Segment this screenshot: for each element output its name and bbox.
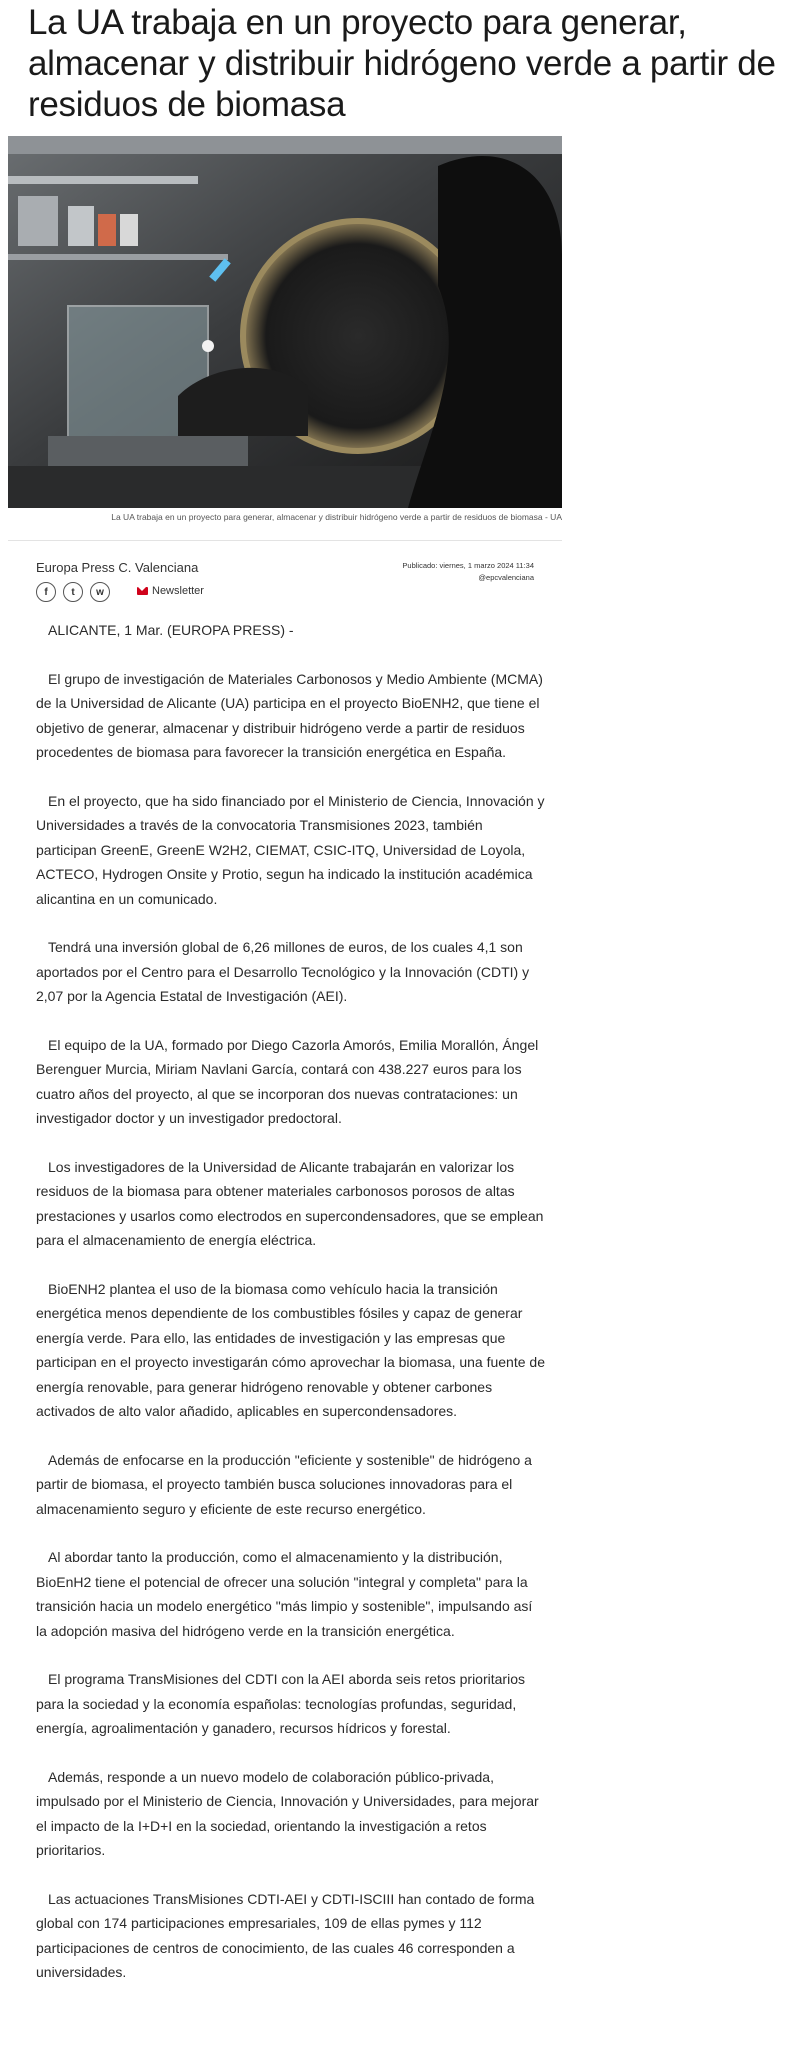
- newsletter-link[interactable]: [137, 585, 204, 597]
- publication-info: [330, 560, 534, 584]
- paragraph: BioENH2 plantea el uso de la biomasa como vehículo hacia la transición energética menos dependiente de los combustibles fósiles y capaz de generar energía verde. Para ello, las entidades de investigación y las empresas que participan en el proyecto investigarán cómo aprovechar la biomasa, una fuente de energía renovable, para generar hidrógeno renovable y obtener carbones activados de alto valor añadido, aplicables en supercondensadores.: [36, 1280, 545, 1419]
- twitter-icon[interactable]: t: [63, 582, 83, 602]
- paragraph: El grupo de investigación de Materiales Carbonosos y Medio Ambiente (MCMA) de la Universidad de Alicante (UA) participa en el proyecto BioENH2, que tiene el objetivo de generar, almacenar y distribuir hidrógeno verde a partir de residuos procedentes de biomasa para favorecer la transición energética en España.: [36, 670, 543, 760]
- paragraph: Tendrá una inversión global de 6,26 millones de euros, de los cuales 4,1 son aportados por el Centro para el Desarrollo Tecnológico y la Innovación (CDTI) y 2,07 por la Agencia Estatal de Investigación (AEI).: [36, 939, 530, 1004]
- paragraph: En el proyecto, que ha sido financiado por el Ministerio de Ciencia, Innovación y Universidades a través de la convocatoria Transmisiones 2023, también participan GreenE, GreenE W2H2, CIEMAT, CSIC-ITQ, Universidad de Loyola, ACTECO, Hydrogen Onsite y Protio, segun ha indicado la institución académica alicantina en un comunicado.: [36, 792, 545, 907]
- newsletter-label: Newsletter: [152, 585, 204, 597]
- paragraph: Al abordar tanto la producción, como el almacenamiento y la distribución, BioEnH2 tiene el potencial de ofrecer una solución "integral y completa" para la transición hacia un modelo energético "más limpio y sostenible", impulsando así la adopción masiva del hidrógeno verde en la transición energética.: [36, 1549, 533, 1639]
- article-title: La UA trabaja en un proyecto para generar, almacenar y distribuir hidrógeno verde a partir de residuos de biomasa: [28, 3, 776, 124]
- paragraph: Los investigadores de la Universidad de Alicante trabajarán en valorizar los residuos de la biomasa para obtener materiales carbonosos porosos de altas prestaciones y usarlos como electrodos en supercondensadores, que se emplean para el almacenamiento de energía eléctrica.: [36, 1158, 544, 1248]
- facebook-icon[interactable]: f: [36, 582, 56, 602]
- paragraph: Las actuaciones TransMisiones CDTI-AEI y CDTI-ISCIII han contado de forma global con 174 participaciones empresariales, 109 de ellas pymes y 112 participaciones de centros de conocimiento, de las cuales 46 corresponden a universidades.: [36, 1890, 535, 1980]
- publication-date: Publicado: viernes, 1 marzo 2024 11:34: [402, 561, 534, 570]
- paragraph: Además, responde a un nuevo modelo de colaboración público-privada, impulsado por el Ministerio de Ciencia, Innovación y Universidades, para mejorar el impacto de la I+D+I en la sociedad, orientando la investigación a retos prioritarios.: [36, 1768, 539, 1858]
- article-author: Europa Press C. Valenciana: [36, 560, 199, 575]
- paragraph: Además de enfocarse en la producción "eficiente y sostenible" de hidrógeno a partir de biomasa, el proyecto también busca soluciones innovadoras para el almacenamiento seguro y eficiente de este recurso energético.: [36, 1451, 532, 1517]
- social-share-bar: [36, 582, 110, 602]
- image-caption: La UA trabaja en un proyecto para generar, almacenar y distribuir hidrógeno verde a partir de residuos de biomasa - UA: [111, 512, 562, 522]
- article-photo: [8, 136, 562, 508]
- divider: [8, 540, 562, 541]
- paragraph: El programa TransMisiones del CDTI con la AEI aborda seis retos prioritarios para la sociedad y la economía españolas: tecnologías profundas, seguridad, energía, agroalimentación y ganadero, recursos hídricos y forestal.: [36, 1671, 525, 1736]
- article-body: [36, 618, 546, 2009]
- twitter-handle[interactable]: @epcvalenciana: [478, 573, 534, 582]
- dateline: ALICANTE, 1 Mar. (EUROPA PRESS) -: [48, 622, 294, 638]
- whatsapp-icon[interactable]: w: [90, 582, 110, 602]
- mail-icon: [137, 587, 148, 595]
- paragraph: El equipo de la UA, formado por Diego Cazorla Amorós, Emilia Morallón, Ángel Berenguer Murcia, Miriam Navlani García, contará con 438.227 euros para los cuatro años del proyecto, al que se incorporan dos nuevas contrataciones: un investigador doctor y un investigador predoctoral.: [36, 1036, 539, 1126]
